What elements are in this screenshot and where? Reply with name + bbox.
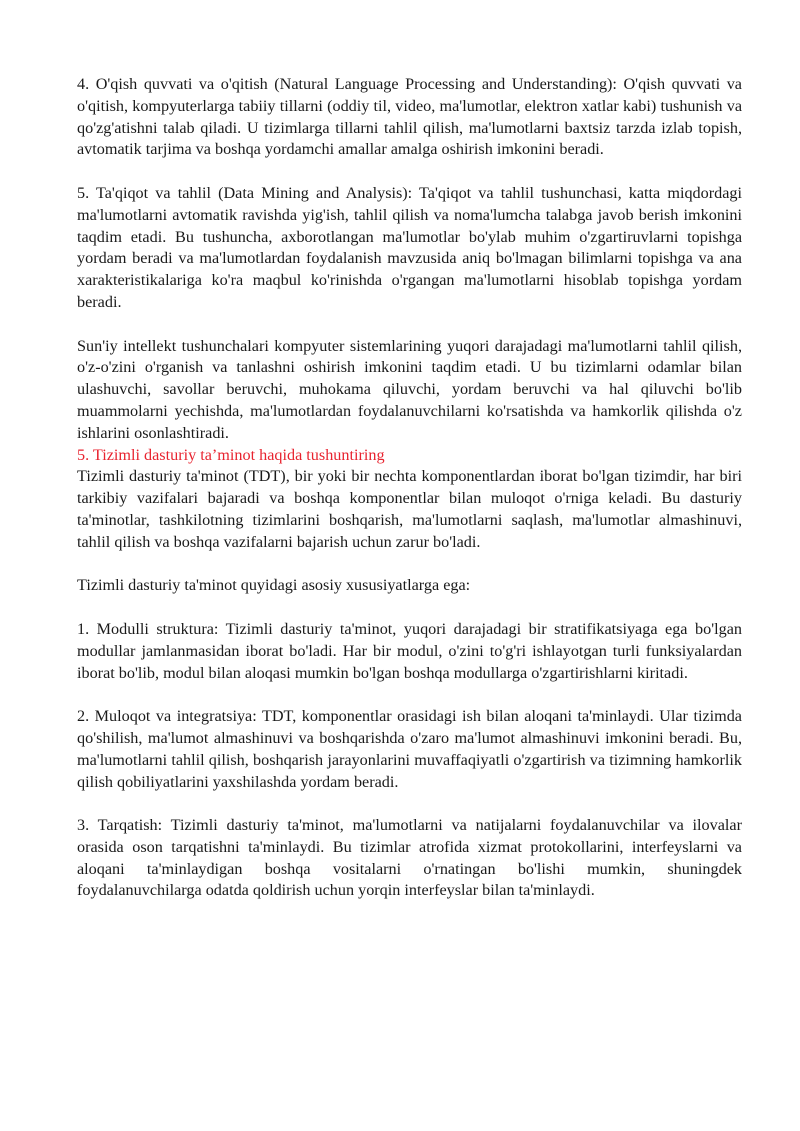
paragraph-nlp: 4. O'qish quvvati va o'qitish (Natural Language Processing and Understanding): O'qish quvvati va o'qitish, kompyuterlarga tabiiy tillarni (oddiy til, video, ma'lumotlar, elektron xatlar kabi) tushunish va qo'zg'atishni talab qiladi. U tizimlarga tillarni tahlil qilish, ma'lumotlarni baxtsiz tarzda izlab topish, avtomatik tarjima va boshqa yordamchi amallar amalga oshirish imkonini beradi. bbox=[77, 75, 742, 159]
document-page bbox=[77, 74, 742, 924]
paragraph-ai-summary: Sun'iy intellekt tushunchalari kompyuter sistemlarining yuqori darajadagi ma'lumotlarni tahlil qilish, o'z-o'zini o'rganish va tanlashni oshirish imkonini taqdim etadi. U bu tizimlarni odamlar bilan ulashuvchi, savollar beruvchi, muhokama qiluvchi, yordam beruvchi va hal qiluvchi bo'lib muammolarni yechishda, ma'lumotlardan foydalanuvchilarni ko'rsatishda va hamkorlik qilishda o'z ishlarini osonlashtiradi. bbox=[77, 336, 742, 442]
paragraph-features-intro: Tizimli dasturiy ta'minot quyidagi asosiy xususiyatlarga ega: bbox=[77, 576, 471, 595]
paragraph-data-mining: 5. Ta'qiqot va tahlil (Data Mining and Analysis): Ta'qiqot va tahlil tushunchasi, katta miqdordagi ma'lumotlarni avtomatik ravishda yig'ish, tahlil qilish va noma'lumcha talabga javob berish imkonini taqdim etadi. Bu tushuncha, axborotlangan ma'lumotlar bo'ylab muhim o'zgartiruvlarni topishga yordam beradi va ma'lumotlardan foydalanish mavzusida aniq bo'lmagan bilimlarni topishga va ana xarakteristikalariga ko'ra maqbul ko'rinishda o'rgangan ma'lumotlarni hisoblab topishga yordam beradi. bbox=[77, 183, 742, 311]
paragraph-feature-integration: 2. Muloqot va integratsiya: TDT, komponentlar orasidagi ish bilan aloqani ta'minlaydi. Ular tizimda qo'shilish, ma'lumot almashinuvi va boshqarishda o'zaro ma'lumot almashinuvi imkonini beradi. Bu, ma'lumotlarni tahlil qilish, boshqarish jarayonlarini muvaffaqiyatli o'zgartirish va tizimning hamkorlik qilish qobiliyatlarini yaxshilashda yordam beradi. bbox=[77, 707, 742, 791]
paragraph-feature-modular: 1. Modulli struktura: Tizimli dasturiy ta'minot, yuqori darajadagi bir stratifikatsiyaga ega bo'lgan modullar jamlanmasidan iborat bo'ladi. Har bir modul, o'zini to'g'ri ishlayotgan turli funksiyalardan iborat bo'lib, modul bilan aloqasi mumkin bo'lgan boshqa modullarga o'zgartirishlarni kiritadi. bbox=[77, 619, 742, 682]
paragraph-tdt-definition: Tizimli dasturiy ta'minot (TDT), bir yoki bir nechta komponentlardan iborat bo'lgan tizimdir, har biri tarkibiy vazifalari bajaradi va boshqa komponentlar bilan muloqot o'rniga keladi. Bu dasturiy ta'minotlar, tashkilotning tizimlarini boshqarish, ma'lumotlarni saqlash, ma'lumotlar almashinuvi, tahlil qilish va boshqa vazifalarni bajarish uchun zarur bo'ladi. bbox=[77, 467, 742, 551]
paragraph-feature-distribution: 3. Tarqatish: Tizimli dasturiy ta'minot, ma'lumotlarni va natijalarni foydalanuvchilar va ilovalar orasida oson tarqatishni ta'minlaydi. Bu tizimlar atrofida xizmat protokollarini, interfeyslarni va aloqani ta'minlaydigan boshqa vositalarni o'rnatingan bo'lishi mumkin, shuningdek foydalanuvchilarga odatda qoldirish uchun yorqin interfeyslar bilan ta'minlaydi. bbox=[77, 816, 742, 900]
section-heading: 5. Tizimli dasturiy ta’minot haqida tushuntiring bbox=[77, 445, 385, 464]
